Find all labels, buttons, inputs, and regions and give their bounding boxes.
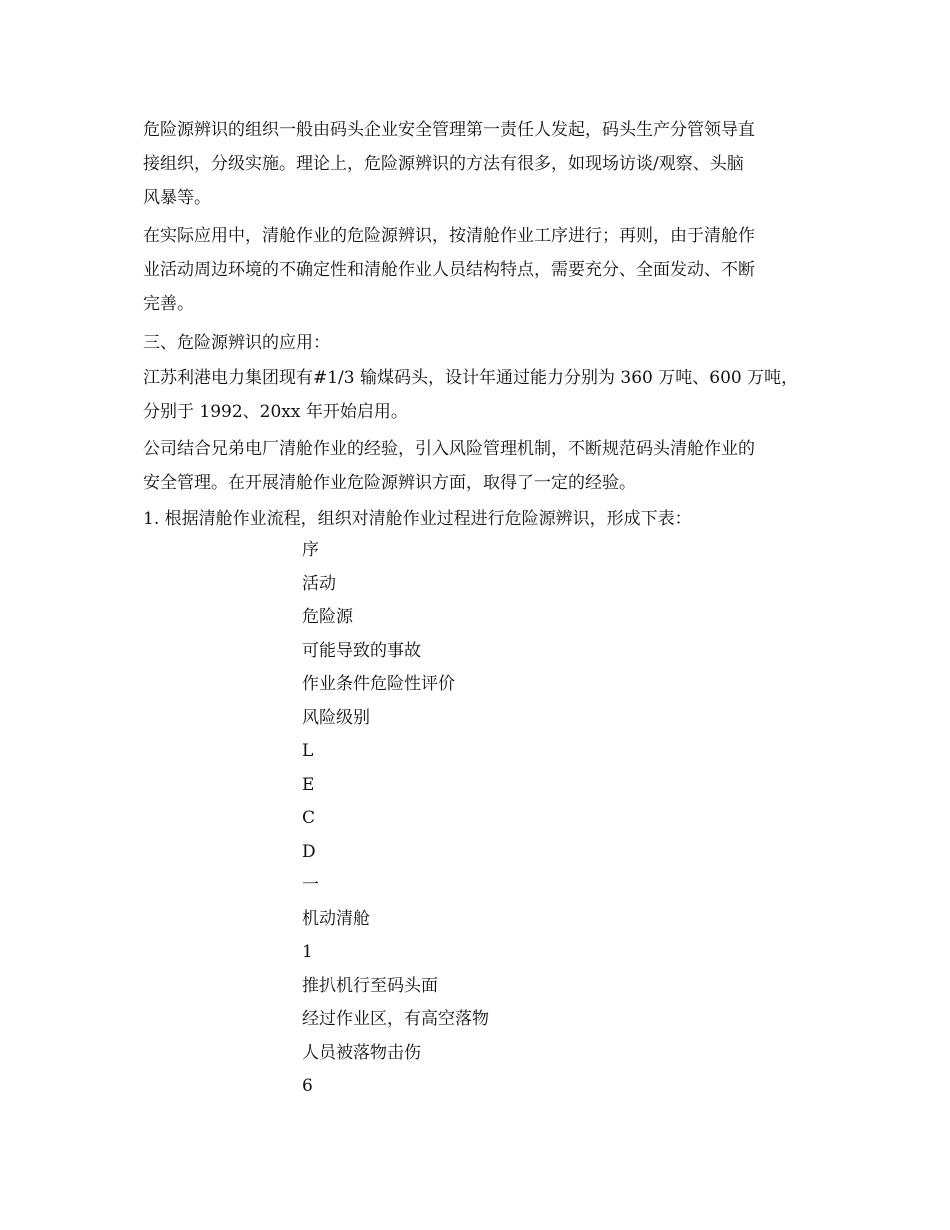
table-header-possible-accident: 可能导致的事故 — [302, 641, 421, 661]
table-header-seq: 序 — [302, 540, 319, 560]
text-line: 分别于 1992、20xx 年开始启用。 — [143, 402, 408, 422]
table-header-risk-level: 风险级别 — [302, 708, 370, 728]
table-cell-row-number: 1 — [302, 942, 313, 962]
table-header-condition-evaluation: 作业条件危险性评价 — [302, 674, 455, 694]
table-header-e: E — [302, 775, 315, 795]
text-line: 风暴等。 — [143, 188, 211, 208]
table-cell-activity: 推扒机行至码头面 — [302, 976, 438, 996]
text-line: 1. 根据清舱作业流程，组织对清舱作业过程进行危险源辨识，形成下表： — [143, 509, 692, 529]
text-line: 公司结合兄弟电厂清舱作业的经验，引入风险管理机制，不断规范码头清舱作业的 — [143, 439, 755, 459]
paragraph-company-wharf — [143, 361, 843, 429]
paragraph-risk-management — [143, 432, 843, 500]
text-line: 三、危险源辨识的应用： — [143, 333, 330, 353]
text-line: 在实际应用中，清舱作业的危险源辨识，按清舱作业工序进行；再则，由于清舱作 — [143, 226, 755, 246]
text-line: 接组织，分级实施。理论上，危险源辨识的方法有很多，如现场访谈/观察、头脑 — [143, 154, 744, 174]
text-line: 安全管理。在开展清舱作业危险源辨识方面，取得了一定的经验。 — [143, 473, 636, 493]
table-header-hazard: 危险源 — [302, 607, 353, 627]
text-line: 业活动周边环境的不确定性和清舱作业人员结构特点，需要充分、全面发动、不断 — [143, 260, 755, 280]
table-cell-section-one: 一 — [302, 875, 319, 895]
text-line: 危险源辨识的组织一般由码头企业安全管理第一责任人发起，码头生产分管领导直 — [143, 120, 755, 140]
table-cell-l-value: 6 — [302, 1076, 313, 1096]
table-header-c: C — [302, 808, 316, 828]
section-heading — [143, 326, 843, 360]
paragraph-hazard-organization — [143, 113, 843, 215]
paragraph-practical-application — [143, 219, 843, 321]
text-line: 江苏利港电力集团现有#1/3 输煤码头，设计年通过能力分别为 360 万吨、600 万吨， — [143, 368, 799, 388]
numbered-item-1 — [143, 502, 843, 536]
table-cell-accident: 人员被落物击伤 — [302, 1043, 421, 1063]
table-header-d: D — [302, 842, 316, 862]
table-header-activity: 活动 — [302, 574, 336, 594]
table-cell-mechanical-cleaning: 机动清舱 — [302, 909, 370, 929]
table-header-l: L — [302, 741, 314, 761]
text-line: 完善。 — [143, 294, 194, 314]
table-cell-hazard: 经过作业区，有高空落物 — [302, 1009, 489, 1029]
